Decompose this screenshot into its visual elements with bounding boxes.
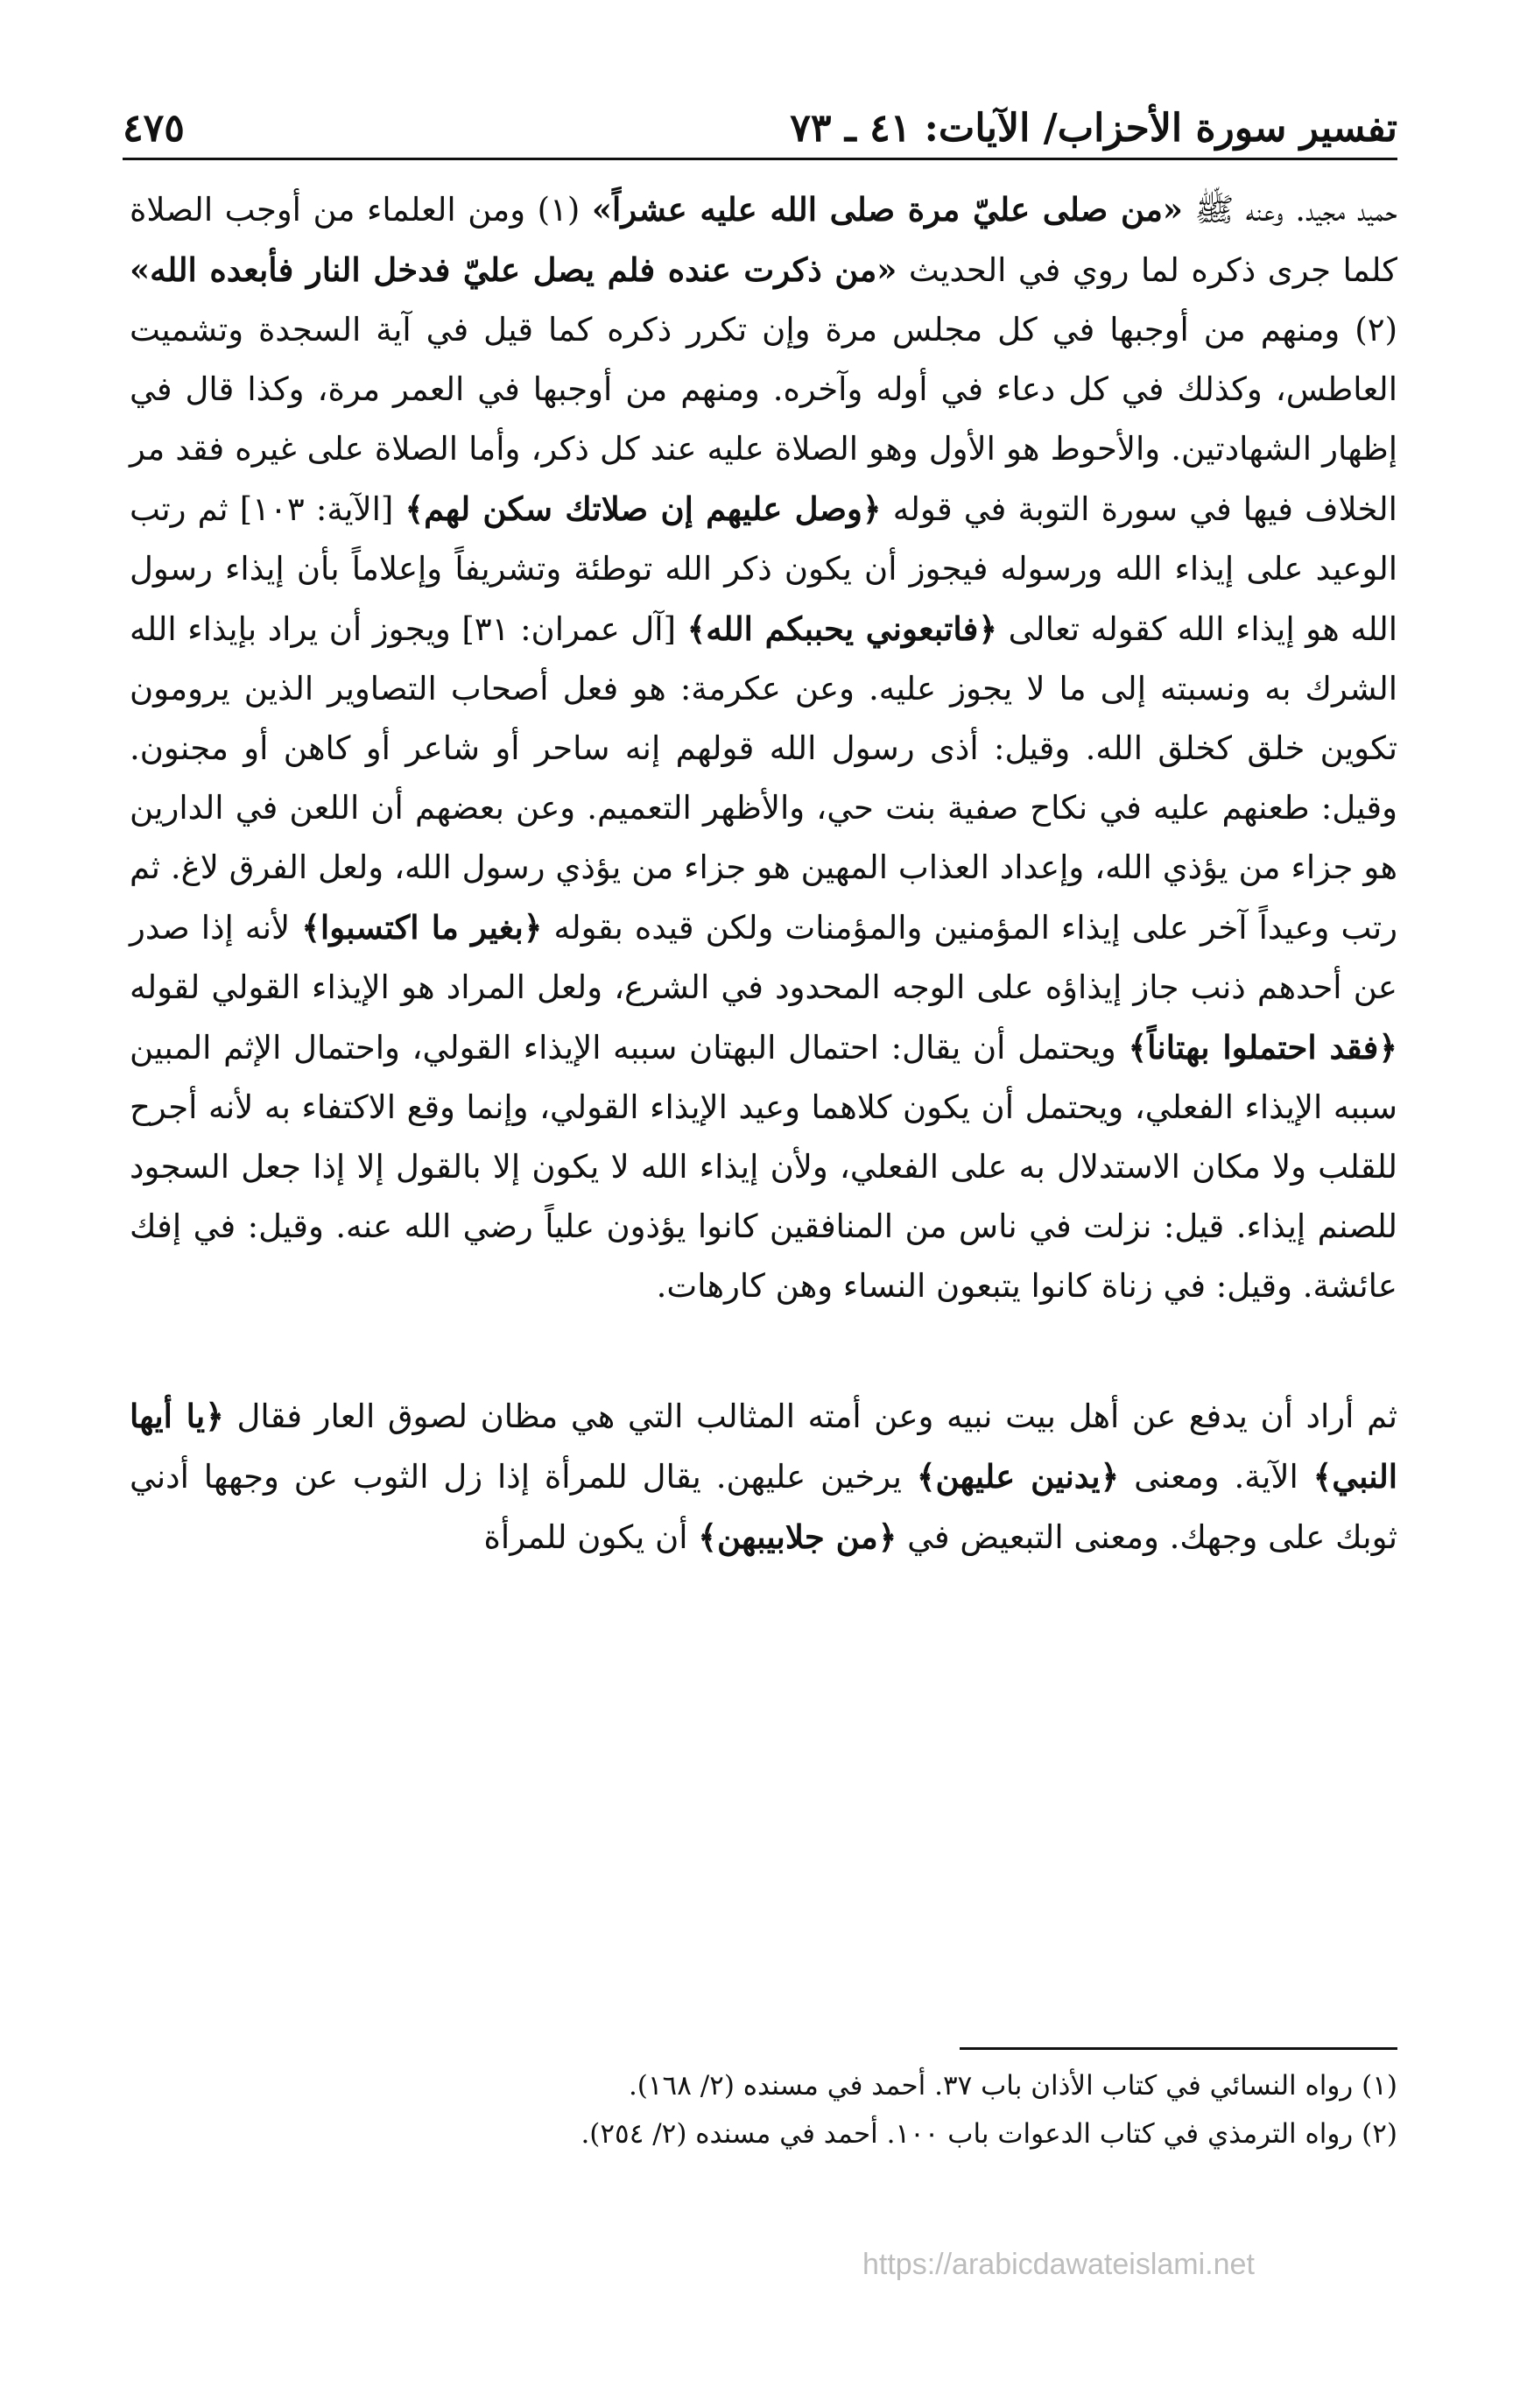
text-run: يرخين عليهن. يقال للمرأة إذا زل الثوب عن وجهها أدني ثوبك على وجهك. ومعنى التبعيض في — [130, 1458, 1397, 1556]
text-run: (٢) ومنهم من أوجبها في كل مجلس مرة وإن تكرر ذكره كما قيل في آية السجدة وتشميت العاطس، وكذلك في كل دعاء في أوله وآخره. ومنهم من أوجبها في العمر مرة، وكذا قال في إظهار الشهادتين. والأحوط هو الأول وهو الصلاة عليه عند كل ذكر، وأما الصلاة على غيره فقد مر الخلاف فيها في سورة التوبة في قوله — [130, 311, 1397, 528]
quoted-text: ﴿وصل عليهم إن صلاتك سكن لهم﴾ — [405, 489, 882, 528]
body-text — [130, 180, 1397, 1567]
paragraph-1 — [130, 180, 1397, 1316]
text-run: حميد مجيد. وعنه ﷺ — [1183, 191, 1398, 229]
text-run: (١) ومن العلماء من أوجب الصلاة كلما جرى ذكره لما روي في الحديث — [130, 191, 1397, 289]
text-run: [الآية: ١٠٣] ثم رتب الوعيد على إيذاء الله ورسوله فيجوز أن يكون ذكر الله توطئة وتشريفاً وإعلاماً بأن إيذاء رسول الله هو إيذاء الله كقوله تعالى — [130, 490, 1397, 648]
header-title: تفسير سورة الأحزاب/ الآيات: ٤١ ـ ٧٣ — [790, 106, 1397, 151]
text-run: ثم أراد أن يدفع عن أهل بيت نبيه وعن أمته المثالب التي هي مظان لصوق العار فقال — [223, 1398, 1397, 1435]
quoted-text: ﴿يا أيها النبي﴾ — [130, 1397, 1398, 1496]
paragraph-2 — [130, 1386, 1397, 1567]
quoted-text: «من صلى عليّ مرة صلى الله عليه عشراً» — [591, 190, 1184, 229]
quoted-text: «من ذكرت عنده فلم يصل عليّ فدخل النار فأبعده الله» — [130, 250, 897, 289]
header-rule — [123, 158, 1397, 160]
running-header — [123, 98, 1397, 151]
text-run: [آل عمران: ٣١] ويجوز أن يراد بإيذاء الله الشرك به ونسبته إلى ما لا يجوز عليه. وعن عكرمة: هو فعل أصحاب التصاوير الذين يرومون تكوين خلق كخلق الله. وقيل: أذى رسول الله قولهم إنه ساحر أو شاعر أو كاهن أو مجنون. وقيل: طعنهم عليه في نكاح صفية بنت حي، والأظهر التعميم. وعن بعضهم أن اللعن في الدارين هو جزاء من يؤذي الله، وإعداد العذاب المهين هو جزاء من يؤذي رسول الله، ولعل الفرق لاغ. ثم رتب وعيداً آخر على إيذاء المؤمنين والمؤمنات ولكن قيده بقوله — [130, 610, 1398, 947]
quoted-text: ﴿فاتبعوني يحببكم الله﴾ — [686, 609, 998, 648]
text-run: ويحتمل أن يقال: احتمال البهتان سببه الإيذاء القولي، واحتمال الإثم المبين سببه الإيذاء الفعلي، ويحتمل أن يكون كلاهما وعيد الإيذاء القولي، وإنما وقع الاكتفاء به لأنه أجرح للقلب ولا مكان الاستدلال به على الفعلي، ولأن إيذاء الله لا يكون إلا بالقول إلا إذا جعل السجود للصنم إيذاء. قيل: نزلت في ناس من المنافقين كانوا يؤذون علياً رضي الله عنه. وقيل: في إفك عائشة. وقيل: في زناة كانوا يتبعون النساء وهن كارهات. — [130, 1029, 1397, 1305]
quoted-text: ﴿بغير ما اكتسبوا﴾ — [301, 908, 543, 947]
quoted-text: ﴿فقد احتملوا بهتاناً﴾ — [1128, 1028, 1397, 1067]
text-run: لأنه إذا صدر عن أحدهم ذنب جاز إيذاؤه على الوجه المحدود في الشرع، ولعل المراد هو الإيذاء القولي لقوله — [130, 909, 1397, 1006]
footnotes — [123, 2062, 1397, 2158]
page-number: ٤٧٥ — [123, 106, 185, 151]
quoted-text: ﴿من جلابيبهن﴾ — [698, 1517, 897, 1556]
text-run: أن يكون للمرأة — [483, 1518, 699, 1556]
watermark-url: https://arabicdawateislami.net — [862, 2248, 1255, 2281]
footnote-1: (١) رواه النسائي في كتاب الأذان باب ٣٧. أحمد في مسنده (٢/ ١٦٨). — [628, 2070, 1397, 2102]
quoted-text: ﴿يدنين عليهن﴾ — [916, 1457, 1120, 1496]
footnote-rule — [960, 2047, 1397, 2050]
footnote-2: (٢) رواه الترمذي في كتاب الدعوات باب ١٠٠. أحمد في مسنده (٢/ ٢٥٤). — [581, 2118, 1397, 2150]
text-run: الآية. ومعنى — [1119, 1458, 1313, 1496]
